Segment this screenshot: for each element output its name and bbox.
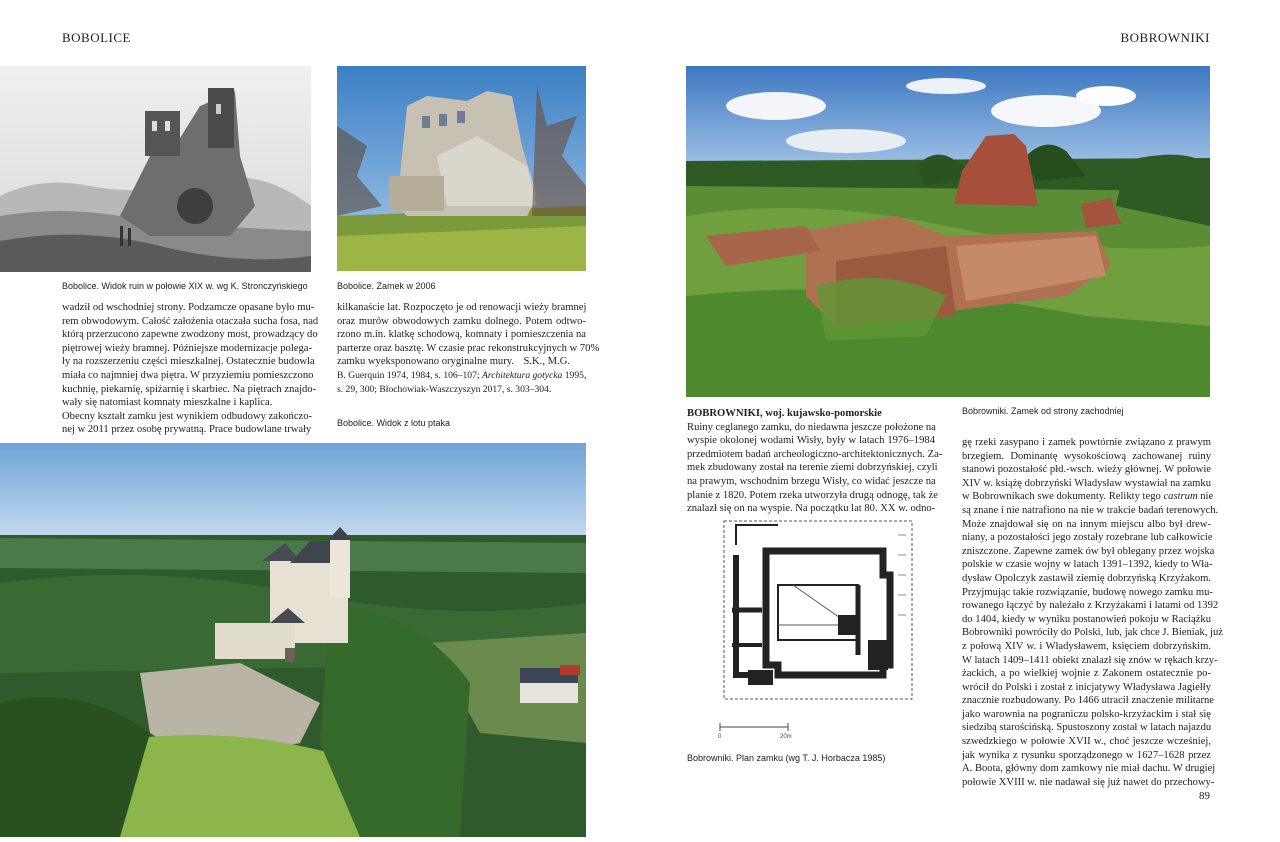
- text-line: połowie XVIII w. nie nadawał się już nawet do przechowy-: [962, 776, 1215, 788]
- text-line: gę rzeki zasypano i zamek powtórnie związano z prawym: [962, 437, 1211, 448]
- text-line: nej w 2011 przez osobę prywatną. Prace budowlane trwały: [62, 424, 312, 436]
- text-line: którą przerzucono zapewne zwodzony most, prowadzący do: [62, 329, 318, 341]
- text-line: planie z 1820. Potem rzeka utworzyła drugą odnogę, tak że: [687, 489, 938, 501]
- text-column-4: [962, 436, 1223, 789]
- text-line: wały się natomiast komnaty mieszkalne i kaplica.: [62, 397, 273, 409]
- bibliography-line: s. 29, 300; Błochowiak-Waszczyszyn 2017, s. 303–304.: [337, 383, 552, 395]
- text-line: żackich, a po wielkiej wojnie z Zakonem ostatecznie po-: [962, 668, 1211, 680]
- text-line: W latach 1409–1411 obiekt znalazł się znów w rękach krzy-: [962, 654, 1218, 666]
- text-line: znalazł się on na wyspie. Na początku lat 80. XX w. odno-: [687, 503, 936, 515]
- text-fragment: zamku wyeksponowano oryginalne mury.: [337, 356, 515, 368]
- text-line: kuchnię, piekarnię, spiżarnię i skarbiec. Na piętrach znajdo-: [62, 383, 317, 395]
- text-fragment: Architektura gotycka: [481, 369, 563, 381]
- page-number: 89: [1199, 790, 1210, 802]
- text-line: Może znajdował się on na innym miejscu albo był drew-: [962, 518, 1211, 530]
- text-line: piętrowej wieży bramnej. Późniejsze modernizacje polega-: [62, 342, 313, 354]
- text-line: rzono m.in. klatkę schodową, komnaty i pomieszczenia na: [337, 329, 586, 341]
- text-line: przedmiotem badań archeologiczno-architektonicznych. Za-: [687, 448, 943, 460]
- running-head-right: BOBROWNIKI: [1120, 30, 1210, 45]
- text-fragment: B. Guerquin 1974, 1984, s. 106–107;: [337, 369, 482, 381]
- text-column-3: [687, 407, 943, 516]
- text-line: rem obwodowym. Całość założenia otaczała sucha fosa, nad: [62, 315, 319, 327]
- caption-engraving: Bobolice. Widok ruin w połowie XIX w. wg K. Stronczyńskiego: [62, 281, 308, 291]
- text-column-2: [337, 301, 600, 396]
- text-line: kilkanaście lat. Rozpoczęto je od renowacji wieży bramnej: [337, 302, 587, 313]
- caption-castle-2006: Bobolice. Zamek w 2006: [337, 281, 436, 291]
- text-line: Bobrowniki powróciły do Polski, lub, jak chce J. Bieniak, już: [962, 627, 1223, 639]
- text-fragment: 1995,: [562, 369, 587, 381]
- text-line: wrócił do Polski i został z inicjatywy Władysława Jagiełły: [962, 681, 1211, 693]
- text-line: dysław Opolczyk zastawił ziemię dobrzyńską Krzyżakom.: [962, 572, 1211, 584]
- text-line: oraz murów obwodowych zamku dolnego. Potem odtwo-: [337, 315, 586, 327]
- text-line: Ruiny ceglanego zamku, do niedawna jeszcze położone na: [687, 421, 936, 433]
- text-line: ły na rozszerzeniu części mieszkalnej. Ostatecznie budowla: [62, 356, 315, 368]
- text-line: niany, a pozostałości jego zostały rozebrane lub całkowicie: [962, 532, 1213, 544]
- text-line: są znane i nie natrafiono na nie w trakcie badań terenowych.: [962, 504, 1219, 516]
- text-line: stanowi pozostałość płd.-wsch. wieży głównej. W połowie: [962, 464, 1211, 476]
- text-line: Przyjmując takie rozwiązanie, budowę nowego zamku mu-: [962, 586, 1213, 598]
- engraving-ruins-photo: [0, 66, 311, 272]
- text-column-1: [62, 301, 319, 437]
- text-line: XIV w. książę dobrzyński Władysław wystawiał na zamku: [962, 477, 1211, 489]
- text-line: Obecny kształt zamku jest wynikiem odbudowy zakończo-: [62, 410, 313, 422]
- text-line: polskie w czasie wojny w latach 1391–1392, kiedy to Wła-: [962, 559, 1213, 571]
- text-line: wadził od wschodniej strony. Podzamcze opasane było mu-: [62, 302, 315, 313]
- text-line: siedzibą starościńską. Spustoszony został w latach najazdu: [962, 722, 1212, 734]
- running-head-left: BOBOLICE: [62, 30, 131, 45]
- text-line: w Bobrownikach swe dokumenty. Relikty tego castrum nie: [962, 491, 1214, 503]
- caption-west: Bobrowniki. Zamek od strony zachodniej: [962, 406, 1124, 416]
- text-line: na prawym, wschodnim brzegu Wisły, co widać jeszcze na: [687, 475, 936, 487]
- aerial-castle-photo: [0, 443, 586, 837]
- text-line: [337, 355, 586, 369]
- caption-aerial: Bobolice. Widok z lotu ptaka: [337, 418, 451, 428]
- text-line: znacznie rozbudowany. Po 1466 utracił znaczenie militarne: [962, 695, 1214, 707]
- section-heading: BOBROWNIKI, woj. kujawsko-pomorskie: [687, 408, 882, 419]
- plan-scale-end: 20m: [780, 734, 792, 740]
- text-line: parterze oraz basztę. W czasie prac rekonstrukcyjnych w 70%: [337, 342, 600, 354]
- text-line: brzegiem. Dominantę wysokościową zachowanej ruiny: [962, 450, 1211, 462]
- text-line: jak wynika z rysunku sporządzonego w 1627–1628 przez: [962, 749, 1211, 761]
- castle-plan-drawing: [718, 515, 918, 740]
- text-line: mek zbudowany został na terenie ziemi dobrzyńskiej, czyli: [687, 462, 938, 474]
- text-line: wyspie okolonej wodami Wisły, były w latach 1976–1984: [687, 435, 935, 447]
- bobrowniki-west-photo: [686, 66, 1210, 397]
- text-line: A. Boota, główny dom zamkowy nie miał dachu. W drugiej: [962, 763, 1216, 775]
- text-line: z połową XIV w. i Władysławem, księciem dobrzyńskim.: [962, 640, 1211, 652]
- plan-scale-zero: 0: [718, 734, 722, 740]
- castle-2006-photo: [337, 66, 586, 271]
- author-initials: S.K., M.G.: [523, 356, 570, 368]
- text-line: miała co najmniej dwa piętra. W przyziemiu pomieszczono: [62, 369, 314, 381]
- text-line: zniszczone. Zapewne zamek ów był oblegany przez wojska: [962, 545, 1215, 557]
- text-line: rowanego łączyć by należało z Krzyżakami i latami od 1392: [962, 600, 1219, 612]
- text-line: szwedzkiego w połowie XVII w., choć jeszcze wcześniej,: [962, 736, 1211, 748]
- text-line: jako warownia na pograniczu polsko-krzyżackim i stał się: [962, 708, 1211, 720]
- caption-plan: Bobrowniki. Plan zamku (wg T. J. Horbacza 1985): [687, 753, 886, 763]
- bibliography-line: [337, 369, 586, 383]
- text-line: do 1404, kiedy w wyniku postanowień pokoju w Raciążku: [962, 613, 1211, 625]
